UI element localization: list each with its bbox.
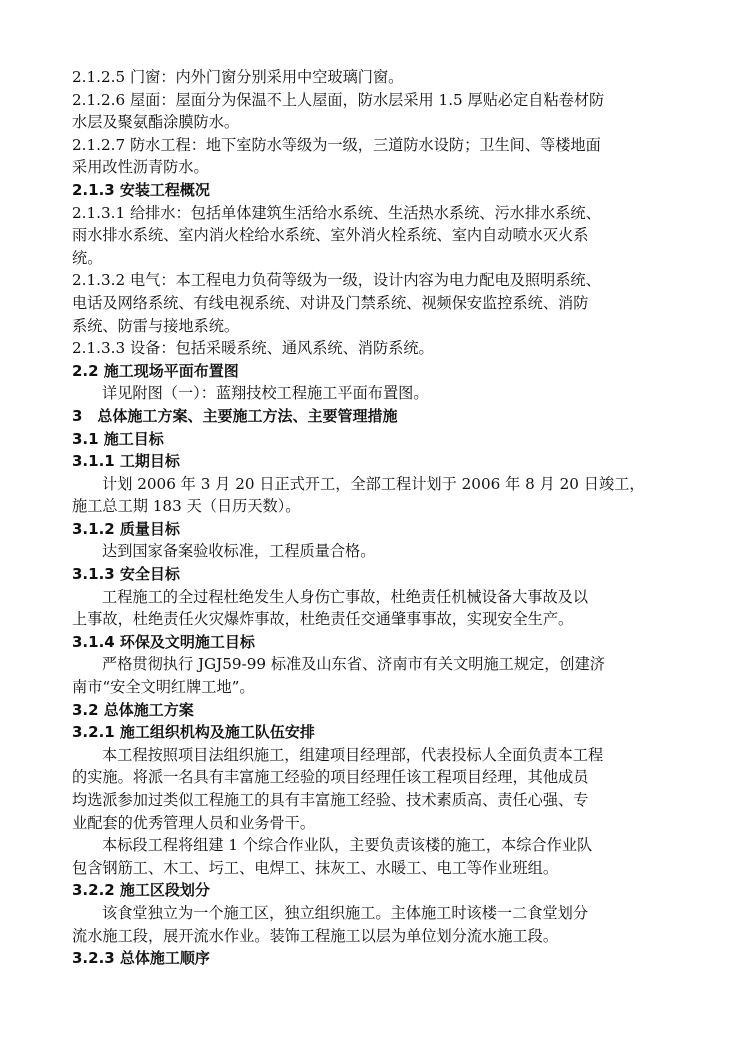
text-line: 2.1.3.2 电气：本工程电力负荷等级为一级，设计内容为电力配电及照明系统、 <box>72 271 601 290</box>
text-line: 雨水排水系统、室内消火栓给水系统、室外消火栓系统、室内自动喷水灭火系 <box>72 226 589 245</box>
text-line: 上事故，杜绝责任火灾爆炸事故，杜绝责任交通肇事事故，实现安全生产。 <box>72 610 574 629</box>
section-heading: 3.1.3 安全目标 <box>72 565 180 584</box>
section-heading: 2.2 施工现场平面布置图 <box>72 361 239 380</box>
text-line: 详见附图（一）：蓝翔技校工程施工平面布置图。 <box>102 384 429 403</box>
section-heading: 3.2.2 施工区段划分 <box>72 881 210 900</box>
text-line: 施工总工期 183 天（日历天数）。 <box>72 497 301 516</box>
section-heading: 3 总体施工方案、主要施工方法、主要管理措施 <box>72 406 398 425</box>
text-line: 均选派参加过类似工程施工的具有丰富施工经验、技术素质高、责任心强、专 <box>72 791 589 809</box>
section-heading: 3.2 总体施工方案 <box>72 700 194 719</box>
text-line: 该食堂独立为一个施工区，独立组织施工。主体施工时该楼一二食堂划分 <box>102 903 588 922</box>
text-line: 采用改性沥青防水。 <box>72 158 209 177</box>
text-line: 2.1.2.5 门窗：内外门窗分别采用中空玻璃门窗。 <box>72 68 404 86</box>
text-line: 达到国家备案验收标准，工程质量合格。 <box>102 542 376 561</box>
section-heading: 3.1 施工目标 <box>72 429 164 448</box>
text-line: 系统、防雷与接地系统。 <box>72 316 240 335</box>
text-line: 包含钢筋工、木工、圬工、电焊工、抹灰工、水暖工、电工等作业班组。 <box>72 858 558 877</box>
section-heading: 2.1.3 安装工程概况 <box>72 180 210 199</box>
text-line: 本标段工程将组建 1 个综合作业队，主要负责该楼的施工，本综合作业队 <box>102 836 593 855</box>
text-line: 本工程按照项目法组织施工，组建项目经理部，代表投标人全面负责本工程 <box>102 745 604 764</box>
text-line: 统。 <box>72 248 103 267</box>
document-page <box>72 66 678 970</box>
section-heading: 3.2.3 总体施工顺序 <box>72 949 210 968</box>
text-line: 业配套的优秀管理人员和业务骨干。 <box>72 813 315 832</box>
section-heading: 3.2.1 施工组织机构及施工队伍安排 <box>72 723 315 742</box>
text-line: 流水施工段，展开流水作业。装饰工程施工以层为单位划分流水施工段。 <box>72 926 558 945</box>
text-line: 电话及网络系统、有线电视系统、对讲及门禁系统、视频保安监控系统、消防 <box>72 293 589 312</box>
text-line: 2.1.3.1 给排水：包括单体建筑生活给水系统、生活热水系统、污水排水系统、 <box>72 203 601 222</box>
text-line: 2.1.3.3 设备：包括采暖系统、通风系统、消防系统。 <box>72 339 434 358</box>
text-line: 严格贯彻执行 JGJ59-99 标准及山东省、济南市有关文明施工规定，创建济 <box>102 655 605 674</box>
text-line: 水层及聚氨酯涂膜防水。 <box>72 113 240 132</box>
section-heading: 3.1.1 工期目标 <box>72 452 180 471</box>
text-line: 南市“安全文明红牌工地”。 <box>72 678 255 697</box>
text-line: 工程施工的全过程杜绝发生人身伤亡事故，杜绝责任机械设备大事故及以 <box>102 587 588 606</box>
section-heading: 3.1.2 质量目标 <box>72 519 180 538</box>
text-line: 2.1.2.7 防水工程：地下室防水等级为一级，三道防水设防；卫生间、等楼地面 <box>72 135 601 154</box>
section-heading: 3.1.4 环保及文明施工目标 <box>72 632 255 651</box>
text-line: 2.1.2.6 屋面：屋面分为保温不上人屋面，防水层采用 1.5 厚贴必定自粘卷材防 <box>72 90 605 109</box>
text-line: 计划 2006 年 3 月 20 日正式开工，全部工程计划于 2006 年 8 月 20 日竣工， <box>102 474 645 493</box>
text-line: 的实施。将派一名具有丰富施工经验的项目经理任该工程项目经理，其他成员 <box>72 768 589 787</box>
